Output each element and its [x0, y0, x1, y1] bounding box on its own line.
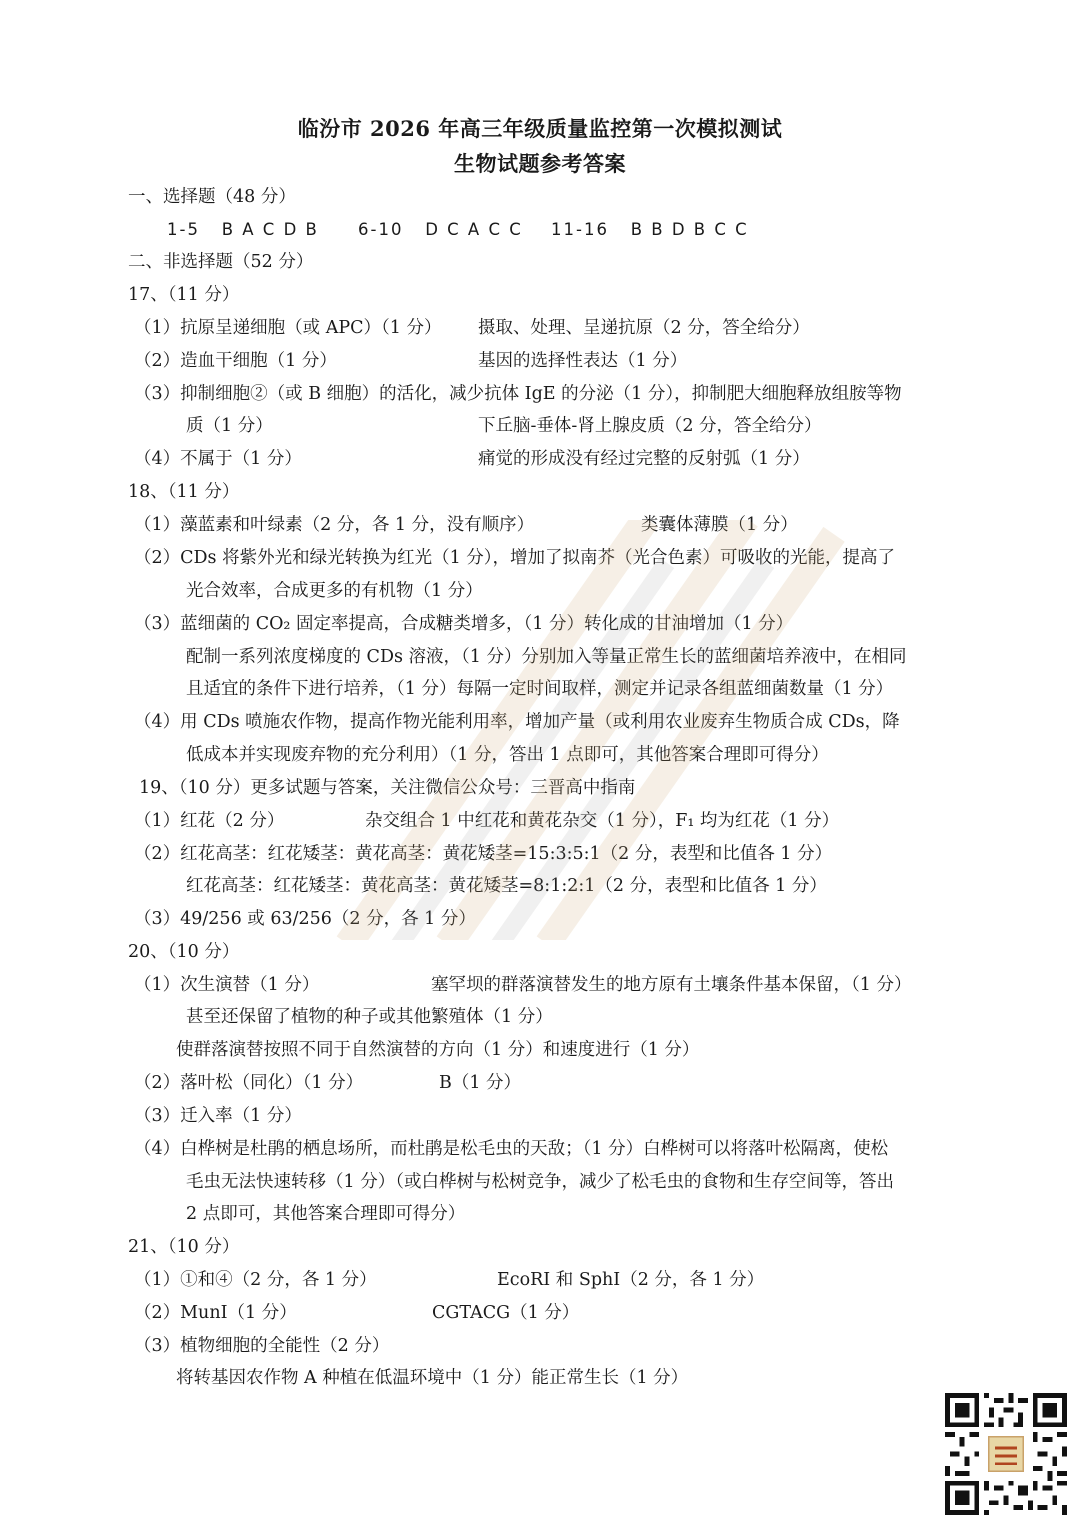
answer-line: （1）①和④（2 分，各 1 分）	[134, 1270, 377, 1290]
qr-code-icon	[945, 1393, 1067, 1515]
answer-line: （3）49/256 或 63/256（2 分，各 1 分）	[134, 909, 476, 929]
answer-line: 且适宜的条件下进行培养，（1 分）每隔一定时间取样，测定并记录各组蓝细菌数量（1 分）	[186, 679, 894, 699]
mc-range-label: 1-5	[167, 220, 200, 239]
page-title: 临汾市 2026 年高三年级质量监控第一次模拟测试	[297, 116, 783, 141]
answer-line: （2）落叶松（同化）（1 分）	[134, 1073, 364, 1093]
answer-line: （2）红花高茎：红花矮茎：黄花高茎：黄花矮茎=15:3:5:1（2 分，表型和比值各 1 分）	[134, 844, 833, 864]
question-heading-20: 20、（10 分）	[128, 942, 240, 962]
mc-answers: D C A C C	[425, 220, 523, 239]
answer-line: EcoRI 和 SphI（2 分，各 1 分）	[497, 1270, 765, 1290]
answer-line: （4）用 CDs 喷施农作物，提高作物光能利用率，增加产量（或利用农业废弃生物质合成 CDs，降	[134, 712, 900, 732]
answer-line: （2）CDs 将紫外光和绿光转换为红光（1 分），增加了拟南芥（光合色素）可吸收的光能，提高了	[134, 548, 896, 568]
section-heading-choice: 一、选择题（48 分）	[128, 187, 296, 207]
mc-answers: B B D B C C	[630, 220, 749, 239]
answer-line: （1）次生演替（1 分）	[134, 975, 320, 995]
mc-range-label: 6-10	[358, 220, 404, 239]
answer-line: 杂交组合 1 中红花和黄花杂交（1 分），F₁ 均为红花（1 分）	[365, 811, 840, 831]
answer-line: 类囊体薄膜（1 分）	[641, 515, 798, 535]
answer-line: 甚至还保留了植物的种子或其他繁殖体（1 分）	[186, 1007, 553, 1027]
answer-line: 下丘脑-垂体-肾上腺皮质（2 分，答全给分）	[478, 416, 822, 436]
answer-line: （2）MunI（1 分）	[134, 1303, 297, 1323]
answer-line: （4）白桦树是杜鹃的栖息场所，而杜鹃是松毛虫的天敌；（1 分）白桦树可以将落叶松隔离，使松	[134, 1139, 889, 1159]
mc-answers: B A C D B	[221, 220, 319, 239]
answer-line: 低成本并实现废弃物的充分利用）（1 分，答出 1 点即可，其他答案合理即可得分）	[186, 745, 829, 765]
answer-line: 基因的选择性表达（1 分）	[478, 351, 688, 371]
question-heading-19: 19、（10 分）更多试题与答案，关注微信公众号：三晋高中指南	[139, 778, 636, 798]
mc-range-3	[551, 218, 749, 242]
answer-line: （1）藻蓝素和叶绿素（2 分，各 1 分，没有顺序）	[134, 515, 535, 535]
answer-line: 质（1 分）	[186, 416, 273, 436]
question-heading-21: 21、（10 分）	[128, 1237, 240, 1257]
answer-line: （3）蓝细菌的 CO₂ 固定率提高，合成糖类增多，（1 分）转化成的甘油增加（1 分）	[134, 614, 794, 634]
answer-line: 摄取、处理、呈递抗原（2 分，答全给分）	[478, 318, 810, 338]
mc-range-2	[358, 218, 523, 242]
answer-line: 将转基因农作物 A 种植在低温环境中（1 分）能正常生长（1 分）	[176, 1368, 689, 1388]
answer-line: （2）造血干细胞（1 分）	[134, 351, 337, 371]
question-heading-18: 18、（11 分）	[128, 482, 240, 502]
answer-line: （3）植物细胞的全能性（2 分）	[134, 1336, 390, 1356]
mc-range-label: 11-16	[551, 220, 609, 239]
answer-line: 毛虫无法快速转移（1 分）（或白桦树与松树竞争，减少了松毛虫的食物和生存空间等，答出	[186, 1172, 894, 1192]
answer-line: （1）抗原呈递细胞（或 APC）（1 分）	[134, 318, 442, 338]
answer-line: B（1 分）	[439, 1073, 522, 1093]
answer-line: （3）迁入率（1 分）	[134, 1106, 302, 1126]
mc-range-1	[167, 218, 319, 242]
answer-line: 光合效率，合成更多的有机物（1 分）	[186, 581, 483, 601]
section-heading-nonchoice: 二、非选择题（52 分）	[128, 252, 314, 272]
answer-line: CGTACG（1 分）	[432, 1303, 580, 1323]
answer-line: 使群落演替按照不同于自然演替的方向（1 分）和速度进行（1 分）	[176, 1040, 700, 1060]
answer-line: （1）红花（2 分）	[134, 811, 285, 831]
answer-line: 痛觉的形成没有经过完整的反射弧（1 分）	[478, 449, 810, 469]
answer-line: 配制一系列浓度梯度的 CDs 溶液，（1 分）分别加入等量正常生长的蓝细菌培养液中，在相同	[186, 647, 907, 667]
answer-line: （3）抑制细胞②（或 B 细胞）的活化，减少抗体 IgE 的分泌（1 分），抑制肥大细胞释放组胺等物	[134, 384, 902, 404]
answer-line: 塞罕坝的群落演替发生的地方原有土壤条件基本保留，（1 分）	[431, 975, 912, 995]
answer-line: 红花高茎：红花矮茎：黄花高茎：黄花矮茎=8:1:2:1（2 分，表型和比值各 1 分）	[186, 876, 827, 896]
question-heading-17: 17、（11 分）	[128, 285, 240, 305]
answer-line: 2 点即可，其他答案合理即可得分）	[186, 1204, 466, 1224]
answer-line: （4）不属于（1 分）	[134, 449, 302, 469]
page-subtitle: 生物试题参考答案	[454, 151, 626, 176]
